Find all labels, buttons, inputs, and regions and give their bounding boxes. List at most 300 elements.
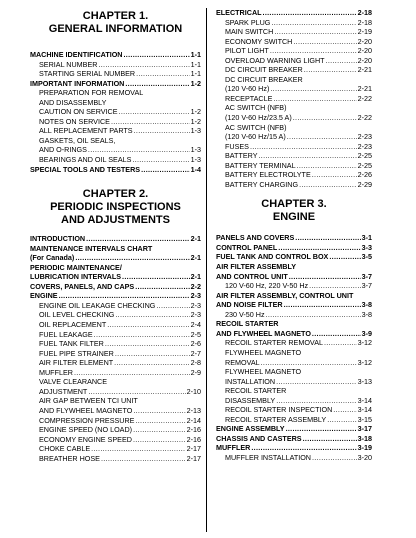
dot-leader — [293, 113, 357, 123]
toc-entry-page: 2-22 — [357, 113, 372, 123]
chapter2-number: CHAPTER 2. — [82, 188, 149, 201]
dot-leader — [115, 349, 190, 359]
toc-entry-title: ECONOMY SWITCH — [225, 36, 293, 46]
toc-entry-title: PANELS AND COVERS — [216, 233, 295, 243]
toc-entry-page: 2-13 — [186, 405, 201, 415]
toc-entry — [30, 406, 201, 416]
dot-leader — [115, 310, 189, 320]
toc-entry-title: ENGINE OIL LEAKAGE CHECKING — [39, 300, 156, 310]
toc-entry-title: ADJUSTMENT — [39, 386, 88, 396]
toc-entry-page: 2-7 — [190, 348, 201, 358]
toc-entry-title: BATTERY — [225, 151, 258, 161]
toc-entry — [216, 142, 372, 152]
dot-leader — [88, 145, 190, 155]
toc-entry-title: AIR FILTER ASSEMBLY, CONTROL UNIT — [216, 290, 354, 300]
dot-leader — [125, 79, 189, 89]
toc-entry — [216, 262, 372, 272]
toc-entry — [30, 387, 201, 397]
toc-entry-page: 2-22 — [357, 93, 372, 103]
toc-entry-title: AND NOISE FILTER — [216, 300, 283, 310]
dot-leader — [251, 443, 356, 453]
toc-entry-title: FUEL TANK AND CONTROL BOX — [216, 252, 329, 262]
toc-entry-page: 2-2 — [190, 281, 201, 291]
dot-leader — [75, 253, 189, 263]
toc-entry — [30, 165, 201, 175]
toc-entry-title: DISASSEMBLY — [225, 395, 276, 405]
toc-entry-title: MACHINE IDENTIFICATION — [30, 50, 123, 59]
toc-entry — [216, 123, 372, 133]
dot-leader — [133, 425, 186, 435]
toc-entry-title: FUEL TANK FILTER — [39, 339, 104, 349]
toc-entry-page: 3-15 — [357, 414, 372, 424]
toc-entry — [216, 8, 372, 18]
toc-entry-title: FLYWHEEL MAGNETO — [225, 347, 302, 357]
toc-entry-title: 120 V-60 Hz, 220 V-50 Hz — [225, 281, 309, 291]
toc-entry — [216, 424, 372, 434]
toc-entry-title: INTRODUCTION — [30, 234, 86, 244]
toc-entry — [216, 56, 372, 66]
toc-entry-title: FUEL PIPE STRAINER — [39, 348, 114, 358]
right-column — [216, 0, 372, 463]
toc-entry-title: OIL LEVEL CHECKING — [39, 310, 115, 320]
dot-leader — [261, 358, 357, 368]
dot-leader — [287, 132, 357, 142]
dot-leader — [278, 243, 360, 253]
toc-entry-page: 3-1 — [361, 233, 372, 243]
dot-leader — [107, 320, 189, 330]
toc-entry — [216, 46, 372, 56]
dot-leader — [299, 180, 357, 190]
toc-entry-title: DC CIRCUIT BREAKER — [225, 74, 303, 84]
toc-entry-title: (120 V-60 Hz/15 A) — [225, 132, 286, 142]
toc-entry — [30, 454, 201, 464]
toc-entry-page: 3-9 — [361, 328, 372, 338]
dot-leader — [263, 8, 357, 18]
toc-entry — [216, 300, 372, 310]
toc-entry-page: 3-3 — [361, 242, 372, 252]
toc-entry-title: IMPORTANT INFORMATION — [30, 78, 125, 88]
toc-entry-page: 2-23 — [357, 132, 372, 142]
toc-entry-page: 3-12 — [357, 338, 372, 348]
toc-entry-page: 2-16 — [186, 425, 201, 435]
toc-entry — [30, 435, 201, 445]
dot-leader — [312, 329, 361, 339]
toc-entry-title: 230 V-50 Hz — [225, 309, 265, 319]
chapter3-title: ENGINE — [272, 211, 316, 224]
dot-leader — [59, 291, 190, 301]
toc-entry-page: 2-4 — [190, 320, 201, 330]
toc-entry-title: SPARK PLUG — [225, 17, 271, 27]
toc-entry-title: AIR GAP BETWEEN TCI UNIT — [39, 396, 138, 406]
dot-leader — [274, 27, 356, 37]
toc-entry-page: 1-1 — [190, 59, 201, 69]
dot-leader — [273, 94, 356, 104]
toc-entry-title: COMPRESSION PRESSURE — [39, 415, 135, 425]
dot-leader — [276, 377, 357, 387]
toc-entry-title: NOTES ON SERVICE — [39, 116, 110, 126]
toc-entry-title: BATTERY ELECTROLYTE — [225, 170, 311, 180]
dot-leader — [122, 272, 190, 282]
dot-leader — [88, 387, 185, 397]
chapter1-number: CHAPTER 1. — [82, 10, 149, 22]
toc-entry-page: 2-3 — [190, 310, 201, 320]
toc-entry-page: 2-19 — [357, 27, 372, 37]
toc-entry-title: OVERLOAD WARNING LIGHT — [225, 55, 325, 65]
toc-entry — [216, 37, 372, 47]
toc-entry-title: CONTROL PANEL — [216, 242, 278, 252]
chapter1-heading — [30, 10, 201, 36]
dot-leader — [327, 415, 356, 425]
dot-leader — [134, 126, 190, 136]
toc-entry-page: 3-14 — [357, 395, 372, 405]
toc-entry-page: 1-3 — [190, 145, 201, 155]
toc-entry-title: BATTERY CHARGING — [225, 179, 299, 189]
dot-leader — [136, 69, 189, 79]
toc-entry-page: 3-8 — [361, 300, 372, 310]
toc-entry-title: RECOIL STARTER ASSEMBLY — [225, 414, 327, 424]
toc-entry — [216, 132, 372, 142]
toc-entry-page: 2-3 — [190, 291, 201, 301]
toc-entry-page: 2-10 — [186, 386, 201, 396]
toc-entry — [30, 244, 201, 254]
toc-entry-title: AC SWITCH (NFB) — [225, 122, 287, 132]
toc-entry-page: 2-5 — [190, 329, 201, 339]
toc-entry-title: MUFFLER INSTALLATION — [225, 452, 311, 462]
toc-entry — [30, 117, 201, 127]
toc-entry — [30, 291, 201, 301]
electrical-entries — [216, 8, 372, 189]
toc-entry-page: 2-9 — [190, 367, 201, 377]
toc-entry — [30, 444, 201, 454]
toc-entry-page: 2-29 — [357, 179, 372, 189]
chapter3-entries — [216, 233, 372, 462]
toc-entry-title: ENGINE SPEED (NO LOAD) — [39, 425, 133, 435]
toc-entry — [216, 348, 372, 358]
toc-entry-page: 2-21 — [357, 84, 372, 94]
toc-entry — [216, 358, 372, 368]
dot-leader — [135, 416, 185, 426]
toc-entry-title: ENGINE — [30, 291, 58, 301]
toc-entry-title: FLYWHEEL MAGNETO — [225, 367, 302, 377]
toc-entry — [30, 60, 201, 70]
toc-entry — [216, 94, 372, 104]
toc-entry-title: REMOVAL — [225, 357, 260, 367]
dot-leader — [101, 454, 186, 464]
toc-entry — [30, 339, 201, 349]
dot-leader — [94, 330, 190, 340]
toc-entry-title: VALVE CLEARANCE — [39, 377, 108, 387]
toc-entry-page: 3-7 — [361, 271, 372, 281]
toc-entry-title: ELECTRICAL — [216, 8, 262, 17]
dot-leader — [271, 18, 356, 28]
dot-leader — [312, 453, 357, 463]
dot-leader — [114, 358, 189, 368]
toc-entry-title: CHOKE CABLE — [39, 444, 91, 454]
chapter2-entries — [30, 234, 201, 463]
toc-entry — [30, 145, 201, 155]
toc-entry-title: AND CONTROL UNIT — [216, 271, 288, 281]
toc-entry-title: AC SWITCH (NFB) — [225, 103, 287, 113]
toc-entry-page: 3-17 — [357, 424, 372, 434]
toc-entry-title: MUFFLER — [216, 443, 251, 453]
dot-leader — [312, 170, 357, 180]
toc-entry — [216, 338, 372, 348]
dot-leader — [86, 234, 190, 244]
toc-entry-page: 3-7 — [361, 281, 372, 291]
toc-entry-page: 1-2 — [190, 107, 201, 117]
toc-entry — [30, 425, 201, 435]
toc-entry — [30, 69, 201, 79]
toc-entry-page: 2-18 — [357, 8, 372, 17]
dot-leader — [156, 301, 189, 311]
toc-entry — [216, 113, 372, 123]
dot-leader — [98, 60, 189, 70]
toc-entry-title: INSTALLATION — [225, 376, 276, 386]
toc-entry — [216, 367, 372, 377]
dot-leader — [329, 252, 360, 262]
toc-entry — [216, 386, 372, 396]
dot-leader — [276, 396, 356, 406]
toc-entry-title: AND O-RINGS — [39, 145, 87, 155]
dot-leader — [111, 117, 190, 127]
toc-entry-title: (For Canada) — [30, 253, 75, 263]
toc-entry-page: 2-8 — [190, 358, 201, 368]
toc-entry — [216, 180, 372, 190]
toc-entry-page: 2-16 — [186, 434, 201, 444]
toc-entry — [216, 18, 372, 28]
toc-entry-page: 2-1 — [190, 234, 201, 244]
toc-entry — [30, 358, 201, 368]
toc-entry-page: 2-1 — [190, 253, 201, 263]
toc-entry-title: GASKETS, OIL SEALS, — [39, 135, 116, 145]
toc-entry — [30, 320, 201, 330]
toc-entry-title: RECOIL STARTER — [225, 386, 287, 396]
dot-leader — [91, 444, 185, 454]
toc-entry-title: MAIN SWITCH — [225, 27, 274, 37]
toc-entry-title: BREATHER HOSE — [39, 453, 100, 463]
toc-entry-title: (120 V-60 Hz/23.5 A) — [225, 113, 292, 123]
dot-leader — [105, 339, 190, 349]
chapter2-heading — [30, 188, 201, 227]
toc-entry-page: 1-1 — [190, 69, 201, 79]
toc-entry — [30, 126, 201, 136]
toc-entry — [216, 405, 372, 415]
toc-entry — [30, 301, 201, 311]
toc-entry — [30, 272, 201, 282]
toc-entry — [216, 415, 372, 425]
toc-entry-page: 2-21 — [357, 65, 372, 75]
toc-entry-page: 1-3 — [190, 155, 201, 165]
toc-entry — [216, 329, 372, 339]
toc-entry-page: 1-1 — [190, 50, 201, 59]
chapter2-title-line1: PERIODIC INSPECTIONS — [50, 201, 181, 214]
toc-entry — [30, 416, 201, 426]
toc-entry-page: 1-3 — [190, 126, 201, 136]
toc-entry-page: 2-20 — [357, 46, 372, 56]
dot-leader — [270, 84, 356, 94]
toc-entry-title: AIR FILTER ELEMENT — [39, 358, 114, 368]
toc-entry — [216, 103, 372, 113]
toc-entry — [216, 65, 372, 75]
toc-entry — [216, 310, 372, 320]
toc-entry-page: 2-1 — [190, 272, 201, 282]
dot-leader — [284, 300, 361, 310]
toc-entry — [216, 291, 372, 301]
toc-entry-page: 1-4 — [190, 164, 201, 174]
toc-entry — [30, 155, 201, 165]
toc-entry-title: MUFFLER — [39, 367, 73, 377]
chapter2-title-line2: AND ADJUSTMENTS — [61, 214, 170, 227]
dot-leader — [74, 368, 190, 378]
toc-entry-title: LUBRICATION INTERVALS — [30, 272, 122, 282]
toc-entry-page: 2-26 — [357, 170, 372, 180]
toc-entry-title: PERIODIC MAINTENANCE/ — [30, 262, 122, 272]
toc-entry — [30, 368, 201, 378]
toc-entry-page: 1-2 — [190, 116, 201, 126]
toc-entry — [30, 330, 201, 340]
toc-entry-title: ENGINE ASSEMBLY — [216, 424, 285, 434]
chapter3-number: CHAPTER 3. — [261, 198, 327, 211]
toc-entry — [30, 234, 201, 244]
toc-entry-page: 3-14 — [357, 405, 372, 415]
dot-leader — [326, 56, 357, 66]
toc-entry-page: 3-19 — [357, 443, 372, 453]
toc-entry — [216, 453, 372, 463]
toc-entry — [216, 377, 372, 387]
toc-entry-title: MAINTENANCE INTERVALS CHART — [30, 243, 153, 253]
dot-leader — [141, 165, 190, 175]
toc-entry-page: 2-3 — [190, 300, 201, 310]
toc-entry-title: COVERS, PANELS, AND CAPS — [30, 281, 135, 291]
toc-entry — [216, 434, 372, 444]
toc-entry — [30, 50, 201, 60]
toc-entry-page: 2-23 — [357, 141, 372, 151]
toc-entry-title: PREPARATION FOR REMOVAL — [39, 88, 144, 98]
toc-entry-title: STARTING SERIAL NUMBER — [39, 69, 136, 79]
dot-leader — [303, 434, 357, 444]
toc-entry-title: SERIAL NUMBER — [39, 59, 98, 69]
dot-leader — [297, 161, 357, 171]
toc-entry — [30, 396, 201, 406]
toc-entry-page: 2-20 — [357, 55, 372, 65]
toc-entry — [216, 27, 372, 37]
dot-leader — [324, 338, 357, 348]
chapter3-heading — [216, 198, 372, 224]
dot-leader — [133, 406, 185, 416]
toc-entry-title: ALL REPLACEMENT PARTS — [39, 126, 133, 136]
dot-leader — [250, 142, 357, 152]
toc-entry-title: FUSES — [225, 141, 249, 151]
dot-leader — [286, 424, 357, 434]
dot-leader — [124, 50, 190, 60]
dot-leader — [304, 65, 357, 75]
toc-entry — [30, 107, 201, 117]
toc-entry — [216, 396, 372, 406]
toc-entry-page: 3-13 — [357, 376, 372, 386]
dot-leader — [258, 151, 356, 161]
toc-entry-page: 3-8 — [361, 309, 372, 319]
toc-entry — [216, 233, 372, 243]
toc-entry — [216, 243, 372, 253]
toc-entry-title: PILOT LIGHT — [225, 46, 269, 56]
toc-entry — [216, 319, 372, 329]
toc-entry-title: AND DISASSEMBLY — [39, 97, 107, 107]
toc-entry-title: RECOIL STARTER — [216, 319, 279, 329]
toc-entry — [216, 252, 372, 262]
toc-entry-title: AND FLYWHEEL MAGNETO — [216, 328, 311, 338]
dot-leader — [119, 107, 190, 117]
toc-entry — [30, 88, 201, 98]
toc-entry-page: 3-20 — [357, 452, 372, 462]
toc-entry — [30, 253, 201, 263]
toc-entry — [30, 310, 201, 320]
toc-entry-title: DC CIRCUIT BREAKER — [225, 65, 303, 75]
toc-entry — [30, 79, 201, 89]
toc-entry — [30, 377, 201, 387]
dot-leader — [289, 272, 361, 282]
toc-entry — [216, 84, 372, 94]
toc-entry — [30, 98, 201, 108]
left-column — [30, 0, 201, 463]
dot-leader — [333, 405, 356, 415]
toc-entry — [216, 281, 372, 291]
toc-entry-page: 3-18 — [357, 433, 372, 443]
dot-leader — [132, 155, 189, 165]
toc-entry-title: BEARINGS AND OIL SEALS — [39, 155, 132, 165]
toc-entry-title: RECOIL STARTER INSPECTION — [225, 405, 333, 415]
dot-leader — [135, 282, 189, 292]
dot-leader — [133, 435, 186, 445]
toc-entry — [216, 75, 372, 85]
toc-entry-page: 2-20 — [357, 36, 372, 46]
toc-entry — [216, 151, 372, 161]
toc-entry-title: SPECIAL TOOLS AND TESTERS — [30, 164, 141, 174]
chapter1-entries — [30, 50, 201, 174]
toc-entry-page: 3-12 — [357, 357, 372, 367]
toc-entry-title: CAUTION ON SERVICE — [39, 107, 118, 117]
toc-entry-page: 2-6 — [190, 339, 201, 349]
toc-entry-title: CHASSIS AND CASTERS — [216, 433, 302, 443]
toc-entry — [30, 263, 201, 273]
toc-entry-title: OIL REPLACEMENT — [39, 320, 107, 330]
toc-entry-title: BATTERY TERMINAL — [225, 160, 296, 170]
toc-entry-page: 2-25 — [357, 151, 372, 161]
dot-leader — [266, 310, 361, 320]
toc-entry — [216, 170, 372, 180]
toc-entry — [30, 136, 201, 146]
toc-entry — [216, 443, 372, 453]
toc-entry-title: ECONOMY ENGINE SPEED — [39, 434, 132, 444]
toc-entry-title: (120 V-60 Hz) — [225, 84, 270, 94]
chapter1-title: GENERAL INFORMATION — [48, 23, 183, 35]
toc-entry-title: RECOIL STARTER REMOVAL — [225, 338, 323, 348]
toc-entry-title: AIR FILTER ASSEMBLY — [216, 262, 296, 272]
dot-leader — [309, 281, 361, 291]
dot-leader — [295, 233, 360, 243]
toc-entry — [30, 349, 201, 359]
toc-entry-page: 2-25 — [357, 160, 372, 170]
toc-entry-title: AND FLYWHEEL MAGNETO — [39, 405, 133, 415]
toc-entry — [216, 161, 372, 171]
toc-entry — [216, 272, 372, 282]
toc-entry-title: RECEPTACLE — [225, 93, 273, 103]
toc-entry-title: FUEL LEAKAGE — [39, 329, 93, 339]
toc-entry-page: 3-5 — [361, 252, 372, 262]
dot-leader — [293, 37, 356, 47]
dot-leader — [270, 46, 357, 56]
toc-entry-page: 1-2 — [190, 78, 201, 88]
toc-entry-page: 2-17 — [186, 444, 201, 454]
